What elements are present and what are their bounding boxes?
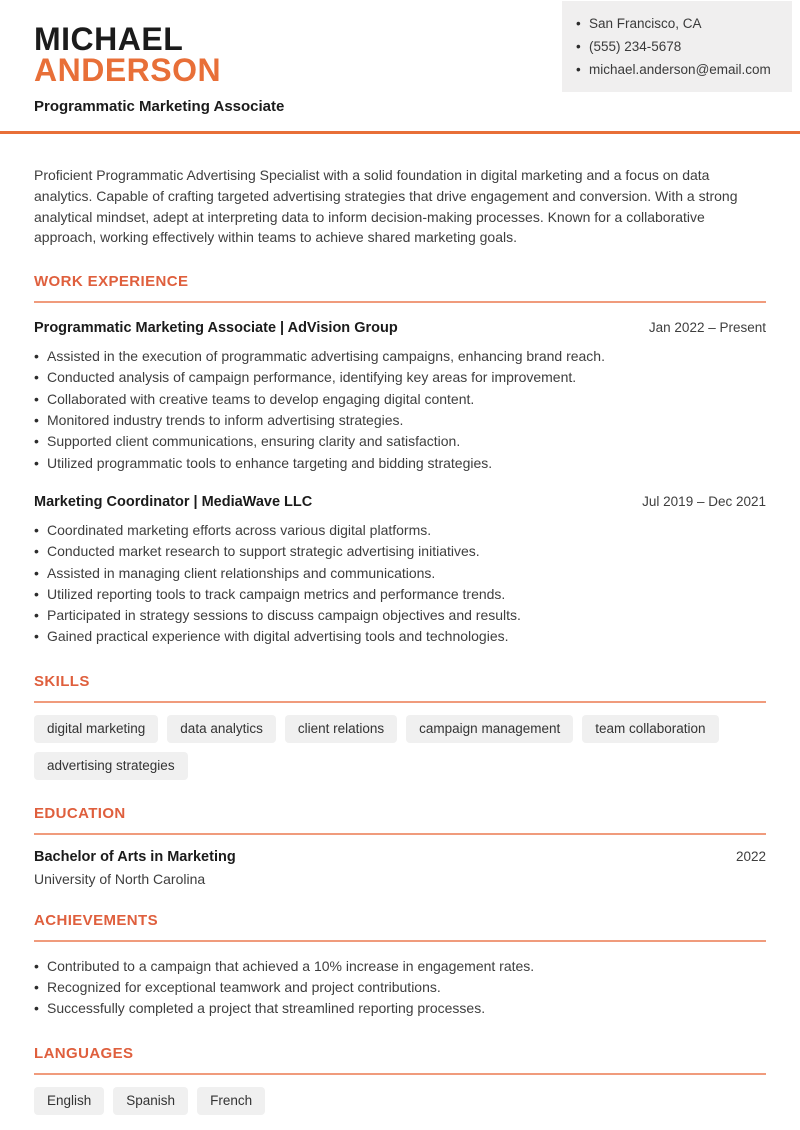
skill-tag: advertising strategies [34, 752, 188, 780]
job-entry [34, 494, 766, 648]
skill-tag: digital marketing [34, 715, 158, 743]
job-bullet: • Assisted in the execution of programmatic advertising campaigns, enhancing brand reach. [34, 346, 766, 367]
contact-box [562, 1, 792, 92]
job-bullet-list [34, 520, 766, 648]
job-bullet: • Participated in strategy sessions to discuss campaign objectives and results. [34, 605, 766, 626]
language-tag: English [34, 1087, 104, 1115]
skill-tag: client relations [285, 715, 397, 743]
last-name: ANDERSON [34, 52, 222, 88]
job-title: Marketing Coordinator | MediaWave LLC [34, 493, 313, 510]
section-work-experience [34, 273, 766, 648]
job-dates: Jul 2019 – Dec 2021 [642, 493, 766, 509]
section-rule [34, 1073, 766, 1075]
job-bullet: • Gained practical experience with digital advertising tools and technologies. [34, 626, 766, 647]
section-rule [34, 940, 766, 942]
section-education [34, 805, 766, 887]
job-bullet: • Conducted market research to support strategic advertising initiatives. [34, 541, 766, 562]
achievement-bullet: • Contributed to a campaign that achieved a 10% increase in engagement rates. [34, 956, 766, 977]
section-achievements [34, 912, 766, 1020]
achievement-bullet: • Recognized for exceptional teamwork and project contributions. [34, 977, 766, 998]
job-bullet: • Conducted analysis of campaign performance, identifying key areas for improvement. [34, 367, 766, 388]
achievements-heading: ACHIEVEMENTS [34, 911, 158, 929]
contact-email: • michael.anderson@email.com [576, 58, 778, 81]
education-school: University of North Carolina [34, 870, 206, 887]
job-header [34, 320, 766, 336]
education-heading: EDUCATION [34, 804, 126, 822]
section-rule [34, 701, 766, 703]
section-skills [34, 673, 766, 780]
achievements-bullet-list [34, 956, 766, 1020]
contact-phone: • (555) 234-5678 [576, 35, 778, 58]
job-bullet: • Assisted in managing client relationships and communications. [34, 563, 766, 584]
skill-tag: campaign management [406, 715, 573, 743]
language-tag: French [197, 1087, 265, 1115]
education-year: 2022 [735, 848, 766, 864]
work-experience-heading: WORK EXPERIENCE [34, 273, 189, 291]
job-dates: Jan 2022 – Present [648, 320, 766, 336]
job-bullet-list [34, 346, 766, 474]
section-rule [34, 301, 766, 303]
section-rule [34, 833, 766, 835]
skill-tag: data analytics [167, 715, 276, 743]
summary-paragraph: Proficient Programmatic Advertising Specialist with a solid foundation in digital marketing and a focus on data analytics. Capable of crafting targeted advertising strategies that drive engagement and conversion. With a strong analytical mindset, adept at interpreting data to inform decision-making processes. Known for a collaborative approach, working effectively within teams to achieve shared marketing goals. [34, 167, 738, 246]
skill-tag: team collaboration [582, 715, 718, 743]
job-title: Programmatic Marketing Associate | AdVision Group [34, 320, 398, 337]
job-bullet: • Monitored industry trends to inform advertising strategies. [34, 410, 766, 431]
achievement-bullet: • Successfully completed a project that streamlined reporting processes. [34, 998, 766, 1019]
skills-heading: SKILLS [34, 672, 90, 690]
job-bullet: • Coordinated marketing efforts across various digital platforms. [34, 520, 766, 541]
language-tag: Spanish [113, 1087, 188, 1115]
contact-location: • San Francisco, CA [576, 12, 778, 35]
first-name: MICHAEL [34, 21, 184, 57]
job-bullet: • Utilized reporting tools to track campaign metrics and performance trends. [34, 584, 766, 605]
job-entry [34, 320, 766, 474]
languages-heading: LANGUAGES [34, 1044, 134, 1062]
job-bullet: • Collaborated with creative teams to develop engaging digital content. [34, 389, 766, 410]
resume-header [34, 0, 771, 115]
header-divider [0, 131, 800, 134]
job-header [34, 494, 766, 510]
education-entry [34, 849, 766, 865]
languages-tag-list [34, 1087, 766, 1115]
skills-tag-list [34, 715, 766, 780]
job-bullet: • Supported client communications, ensuring clarity and satisfaction. [34, 431, 766, 452]
candidate-job-title: Programmatic Marketing Associate [34, 98, 285, 115]
section-languages [34, 1045, 766, 1115]
job-bullet: • Utilized programmatic tools to enhance targeting and bidding strategies. [34, 453, 766, 474]
education-degree: Bachelor of Arts in Marketing [34, 848, 236, 865]
